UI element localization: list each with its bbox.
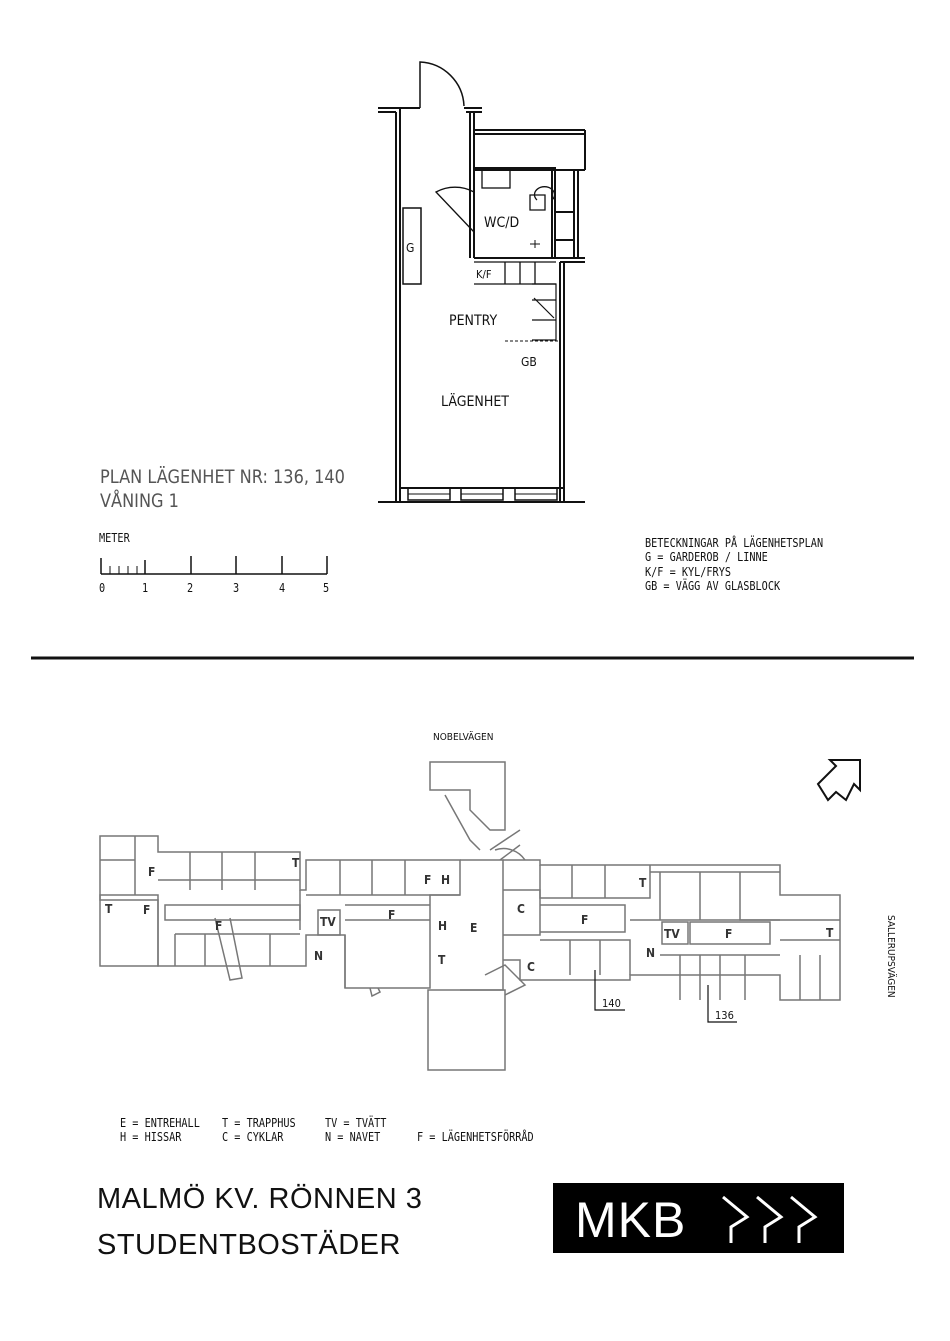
- site-label-f: F: [143, 903, 151, 917]
- site-label-f: F: [148, 865, 156, 879]
- room-label-kf: K/F: [476, 268, 492, 281]
- mkb-logo: [553, 1183, 844, 1253]
- room-label-lagenhet: LÄGENHET: [441, 394, 509, 410]
- legend-line: GB = VÄGG AV GLASBLOCK: [645, 579, 781, 593]
- room-label-gb: GB: [521, 355, 537, 369]
- scale-tick-0: 0: [99, 581, 106, 595]
- site-label-n: N: [314, 949, 324, 963]
- legend-heading: BETECKNINGAR PÅ LÄGENHETSPLAN: [645, 536, 824, 550]
- site-label-f: F: [424, 873, 432, 887]
- logo-arrows-icon: [713, 1183, 833, 1253]
- site-label-t: T: [438, 953, 446, 967]
- site-label-f: F: [725, 927, 733, 941]
- street-label-north: NOBELVÄGEN: [433, 732, 494, 743]
- logo-text: MKB: [575, 1192, 687, 1248]
- site-label-f: F: [215, 919, 223, 933]
- site-plan: [100, 762, 840, 1070]
- scale-tick-5: 5: [323, 581, 330, 595]
- room-label-pentry: PENTRY: [449, 313, 498, 329]
- site-label-h: H: [438, 919, 448, 933]
- room-label-g: G: [406, 241, 415, 255]
- scale-bar: [101, 556, 327, 574]
- site-label-f: F: [388, 908, 396, 922]
- scale-tick-3: 3: [233, 581, 240, 595]
- site-label-n: N: [646, 946, 656, 960]
- scale-tick-1: 1: [142, 581, 149, 595]
- site-label-c: C: [527, 960, 535, 974]
- street-label-east: SALLERUPSVÄGEN: [885, 915, 896, 998]
- room-label-wc: WC/D: [484, 215, 520, 231]
- site-label-f: F: [581, 913, 589, 927]
- legend-bottom-entry: C = CYKLAR: [222, 1130, 284, 1144]
- plan-title-line1: PLAN LÄGENHET NR: 136, 140: [100, 466, 345, 488]
- legend-bottom-entry: E = ENTREHALL: [120, 1116, 200, 1130]
- legend-bottom-entry: F = LÄGENHETSFÖRRÅD: [417, 1130, 534, 1144]
- site-label-h: H: [441, 873, 451, 887]
- apartment-plan: [378, 62, 585, 502]
- site-label-tv: TV: [664, 927, 680, 941]
- site-label-tv: TV: [320, 915, 336, 929]
- plan-title-line2: VÅNING 1: [100, 490, 179, 512]
- legend-bottom-entry: H = HISSAR: [120, 1130, 182, 1144]
- legend-line: G = GARDEROB / LINNE: [645, 550, 768, 564]
- site-label-t: T: [826, 926, 834, 940]
- footer-title-line1: MALMÖ KV. RÖNNEN 3: [97, 1183, 423, 1215]
- site-label-t: T: [292, 856, 300, 870]
- apartment-marker-140: 140: [602, 997, 621, 1010]
- site-label-e: E: [470, 921, 478, 935]
- site-label-c: C: [517, 902, 525, 916]
- legend-bottom-entry: T = TRAPPHUS: [222, 1116, 296, 1130]
- site-label-t: T: [105, 902, 113, 916]
- scale-label: METER: [99, 531, 130, 545]
- site-label-t: T: [639, 876, 647, 890]
- scale-tick-2: 2: [187, 581, 194, 595]
- scale-tick-4: 4: [279, 581, 286, 595]
- legend-bottom-entry: TV = TVÄTT: [325, 1116, 387, 1130]
- footer-title-line2: STUDENTBOSTÄDER: [97, 1229, 401, 1261]
- north-arrow-icon: [818, 760, 860, 800]
- apartment-marker-136: 136: [715, 1009, 734, 1022]
- legend-line: K/F = KYL/FRYS: [645, 565, 731, 579]
- legend-bottom-entry: N = NAVET: [325, 1130, 381, 1144]
